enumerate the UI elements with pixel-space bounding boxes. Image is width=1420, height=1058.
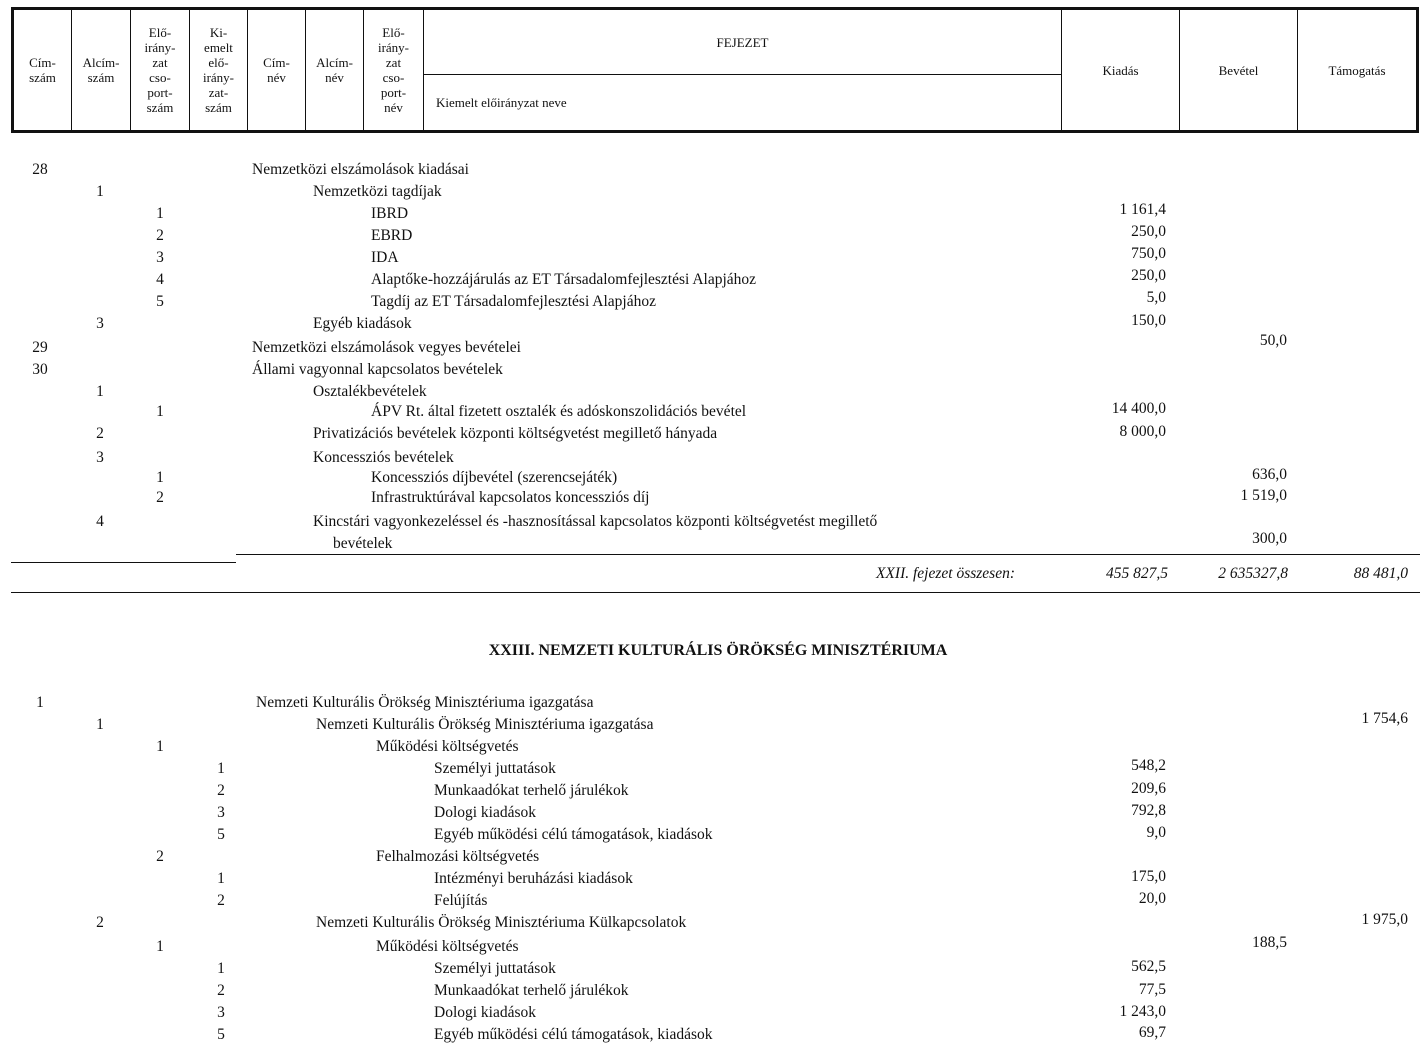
total-rule-bottom-left <box>11 592 236 593</box>
code-c4: 2 <box>217 782 225 799</box>
header-tamogatas: Támogatás <box>1328 62 1386 78</box>
row-name: IDA <box>371 249 399 266</box>
header-col-tamogatas <box>1298 10 1416 130</box>
section-title: XXIII. NEMZETI KULTURÁLIS ÖRÖKSÉG MINISZTÉRIUMA <box>488 642 948 659</box>
row-name: Munkaadókat terhelő járulékok <box>434 782 629 799</box>
code-c4: 2 <box>217 982 225 999</box>
header-cim-szam: Cím- szám <box>29 55 56 85</box>
code-c4: 2 <box>217 892 225 909</box>
row-name: Dologi kiadások <box>434 804 537 821</box>
amount-kiadas: 750,0 <box>1131 245 1166 262</box>
header-kiemelt-eloiranyzat-szam: Ki- emelt elő- irány- zat- szám <box>202 25 235 115</box>
header-col-cim-nev <box>248 10 306 130</box>
amount-kiadas: 8 000,0 <box>1119 423 1166 440</box>
amount-bevetel: 188,5 <box>1252 934 1287 951</box>
code-c1: 1 <box>36 694 44 711</box>
row-name: Állami vagyonnal kapcsolatos bevételek <box>252 361 503 378</box>
row-name: Személyi juttatások <box>434 760 556 777</box>
chapter-total-label: XXII. fejezet összesen: <box>875 565 1015 582</box>
code-c3: 2 <box>156 227 164 244</box>
row-name: IBRD <box>371 205 409 222</box>
amount-kiadas: 69,7 <box>1138 1024 1166 1041</box>
amount-bevetel: 1 519,0 <box>1240 487 1287 504</box>
code-c4: 1 <box>217 870 225 887</box>
code-c4: 1 <box>217 960 225 977</box>
row-name: Privatizációs bevételek központi költségvetést megillető hányada <box>313 425 718 442</box>
code-c3: 2 <box>156 848 164 865</box>
code-c1: 29 <box>32 339 48 356</box>
header-col-eloiranyzat-csoport-szam <box>131 10 190 130</box>
code-c2: 3 <box>96 449 104 466</box>
amount-bevetel: 50,0 <box>1259 332 1287 349</box>
row-name: Egyéb kiadások <box>313 315 412 332</box>
code-c2: 2 <box>96 425 104 442</box>
code-c4: 3 <box>217 1004 225 1021</box>
amount-kiadas: 562,5 <box>1131 958 1166 975</box>
header-col-eloiranyzat-csoport-nev <box>364 10 424 130</box>
row-name: Tagdíj az ET Társadalomfejlesztési Alapjához <box>371 293 656 310</box>
row-name: Működési költségvetés <box>376 938 519 955</box>
row-name: bevételek <box>333 535 393 552</box>
total-rule-top <box>236 554 1420 555</box>
row-name: Osztalékbevételek <box>313 383 427 400</box>
code-c3: 3 <box>156 249 164 266</box>
header-eloiranyzat-csoport-szam: Elő- irány- zat cso- port- szám <box>144 25 176 115</box>
code-c3: 1 <box>156 205 164 222</box>
row-name: Személyi juttatások <box>434 960 556 977</box>
chapter-total-kiadas: 455 827,5 <box>1106 565 1168 582</box>
row-name: Intézményi beruházási kiadások <box>434 870 633 887</box>
row-name: Munkaadókat terhelő járulékok <box>434 982 629 999</box>
header-alcim-nev: Alcím- név <box>316 55 353 85</box>
amount-kiadas: 548,2 <box>1131 757 1166 774</box>
row-name: Koncessziós bevételek <box>313 449 454 466</box>
header-kiemelt-eloiranyzat-neve: Kiemelt előirányzat neve <box>436 95 567 110</box>
header-bevetel: Bevétel <box>1218 62 1259 78</box>
code-c4: 5 <box>217 1026 225 1043</box>
header-col-alcim-nev <box>306 10 364 130</box>
code-c4: 5 <box>217 826 225 843</box>
amount-kiadas: 1 243,0 <box>1119 1003 1166 1020</box>
row-name: Nemzeti Kulturális Örökség Minisztériuma igazgatása <box>256 694 594 711</box>
code-c3: 4 <box>156 271 164 288</box>
amount-bevetel: 636,0 <box>1252 466 1287 483</box>
header-kiadas: Kiadás <box>1102 62 1139 78</box>
amount-kiadas: 250,0 <box>1131 267 1166 284</box>
code-c2: 2 <box>96 914 104 931</box>
amount-kiadas: 20,0 <box>1138 890 1166 907</box>
code-c3: 1 <box>156 403 164 420</box>
amount-kiadas: 209,6 <box>1131 780 1166 797</box>
total-rule-bottom <box>236 592 1420 593</box>
amount-tamogatas: 1 754,6 <box>1361 710 1408 727</box>
code-c1: 30 <box>32 361 48 378</box>
code-c3: 1 <box>156 938 164 955</box>
header-col-kiemelt-eloiranyzat-szam <box>190 10 248 130</box>
code-c2: 4 <box>96 513 104 530</box>
header-alcim-szam: Alcím- szám <box>82 55 120 85</box>
code-c3: 2 <box>156 489 164 506</box>
code-c3: 5 <box>156 293 164 310</box>
header-col-kiadas <box>1062 10 1180 130</box>
amount-kiadas: 1 161,4 <box>1119 201 1166 218</box>
code-c2: 1 <box>96 716 104 733</box>
code-c1: 28 <box>32 161 48 178</box>
amount-tamogatas: 1 975,0 <box>1361 911 1408 928</box>
row-name: Nemzeti Kulturális Örökség Minisztériuma Külkapcsolatok <box>316 914 687 931</box>
chapter-total-tamogatas: 88 481,0 <box>1353 565 1408 582</box>
column-header-table <box>11 7 1419 133</box>
header-col-fejezet <box>424 10 1062 130</box>
amount-kiadas: 9,0 <box>1146 824 1166 841</box>
row-name: Alaptőke-hozzájárulás az ET Társadalomfejlesztési Alapjához <box>371 271 757 288</box>
chapter-total-bevetel: 2 635327,8 <box>1218 565 1288 582</box>
total-rule-left <box>11 562 236 563</box>
row-name: Felhalmozási költségvetés <box>376 848 540 865</box>
row-name: Nemzetközi elszámolások kiadásai <box>252 161 469 178</box>
row-name: Működési költségvetés <box>376 738 519 755</box>
row-name: ÁPV Rt. által fizetett osztalék és adóskonszolidációs bevétel <box>371 403 747 420</box>
header-eloiranyzat-csoport-nev: Elő- irány- zat cso- port- név <box>377 25 410 115</box>
row-name: Infrastruktúrával kapcsolatos koncessziós díj <box>371 489 650 506</box>
row-name: Dologi kiadások <box>434 1004 537 1021</box>
amount-kiadas: 14 400,0 <box>1111 400 1166 417</box>
row-name: Egyéb működési célú támogatások, kiadások <box>434 1026 713 1043</box>
row-name: Nemzetközi elszámolások vegyes bevételei <box>252 339 521 356</box>
code-c3: 1 <box>156 469 164 486</box>
header-col-cim-szam <box>14 10 72 130</box>
code-c2: 3 <box>96 315 104 332</box>
row-name: Felújítás <box>434 892 488 909</box>
header-col-bevetel <box>1180 10 1298 130</box>
header-cim-nev: Cím- név <box>263 55 290 85</box>
row-name: Egyéb működési célú támogatások, kiadások <box>434 826 713 843</box>
row-name: Koncessziós díjbevétel (szerencsejáték) <box>371 469 618 486</box>
row-name: Nemzeti Kulturális Örökség Minisztériuma igazgatása <box>316 716 654 733</box>
code-c2: 1 <box>96 183 104 200</box>
code-c4: 1 <box>217 760 225 777</box>
amount-kiadas: 77,5 <box>1138 981 1166 998</box>
amount-kiadas: 5,0 <box>1146 289 1166 306</box>
amount-kiadas: 175,0 <box>1131 868 1166 885</box>
code-c2: 1 <box>96 383 104 400</box>
header-col-alcim-szam <box>72 10 131 130</box>
row-name: Nemzetközi tagdíjak <box>313 183 442 200</box>
amount-kiadas: 792,8 <box>1131 802 1166 819</box>
amount-kiadas: 250,0 <box>1131 223 1166 240</box>
code-c3: 1 <box>156 738 164 755</box>
header-fejezet: FEJEZET <box>716 34 769 50</box>
code-c4: 3 <box>217 804 225 821</box>
row-name: EBRD <box>371 227 413 244</box>
row-name: Kincstári vagyonkezeléssel és -hasznosítással kapcsolatos központi költségvetést megillető <box>313 513 878 530</box>
amount-bevetel: 300,0 <box>1252 530 1287 547</box>
amount-kiadas: 150,0 <box>1131 312 1166 329</box>
